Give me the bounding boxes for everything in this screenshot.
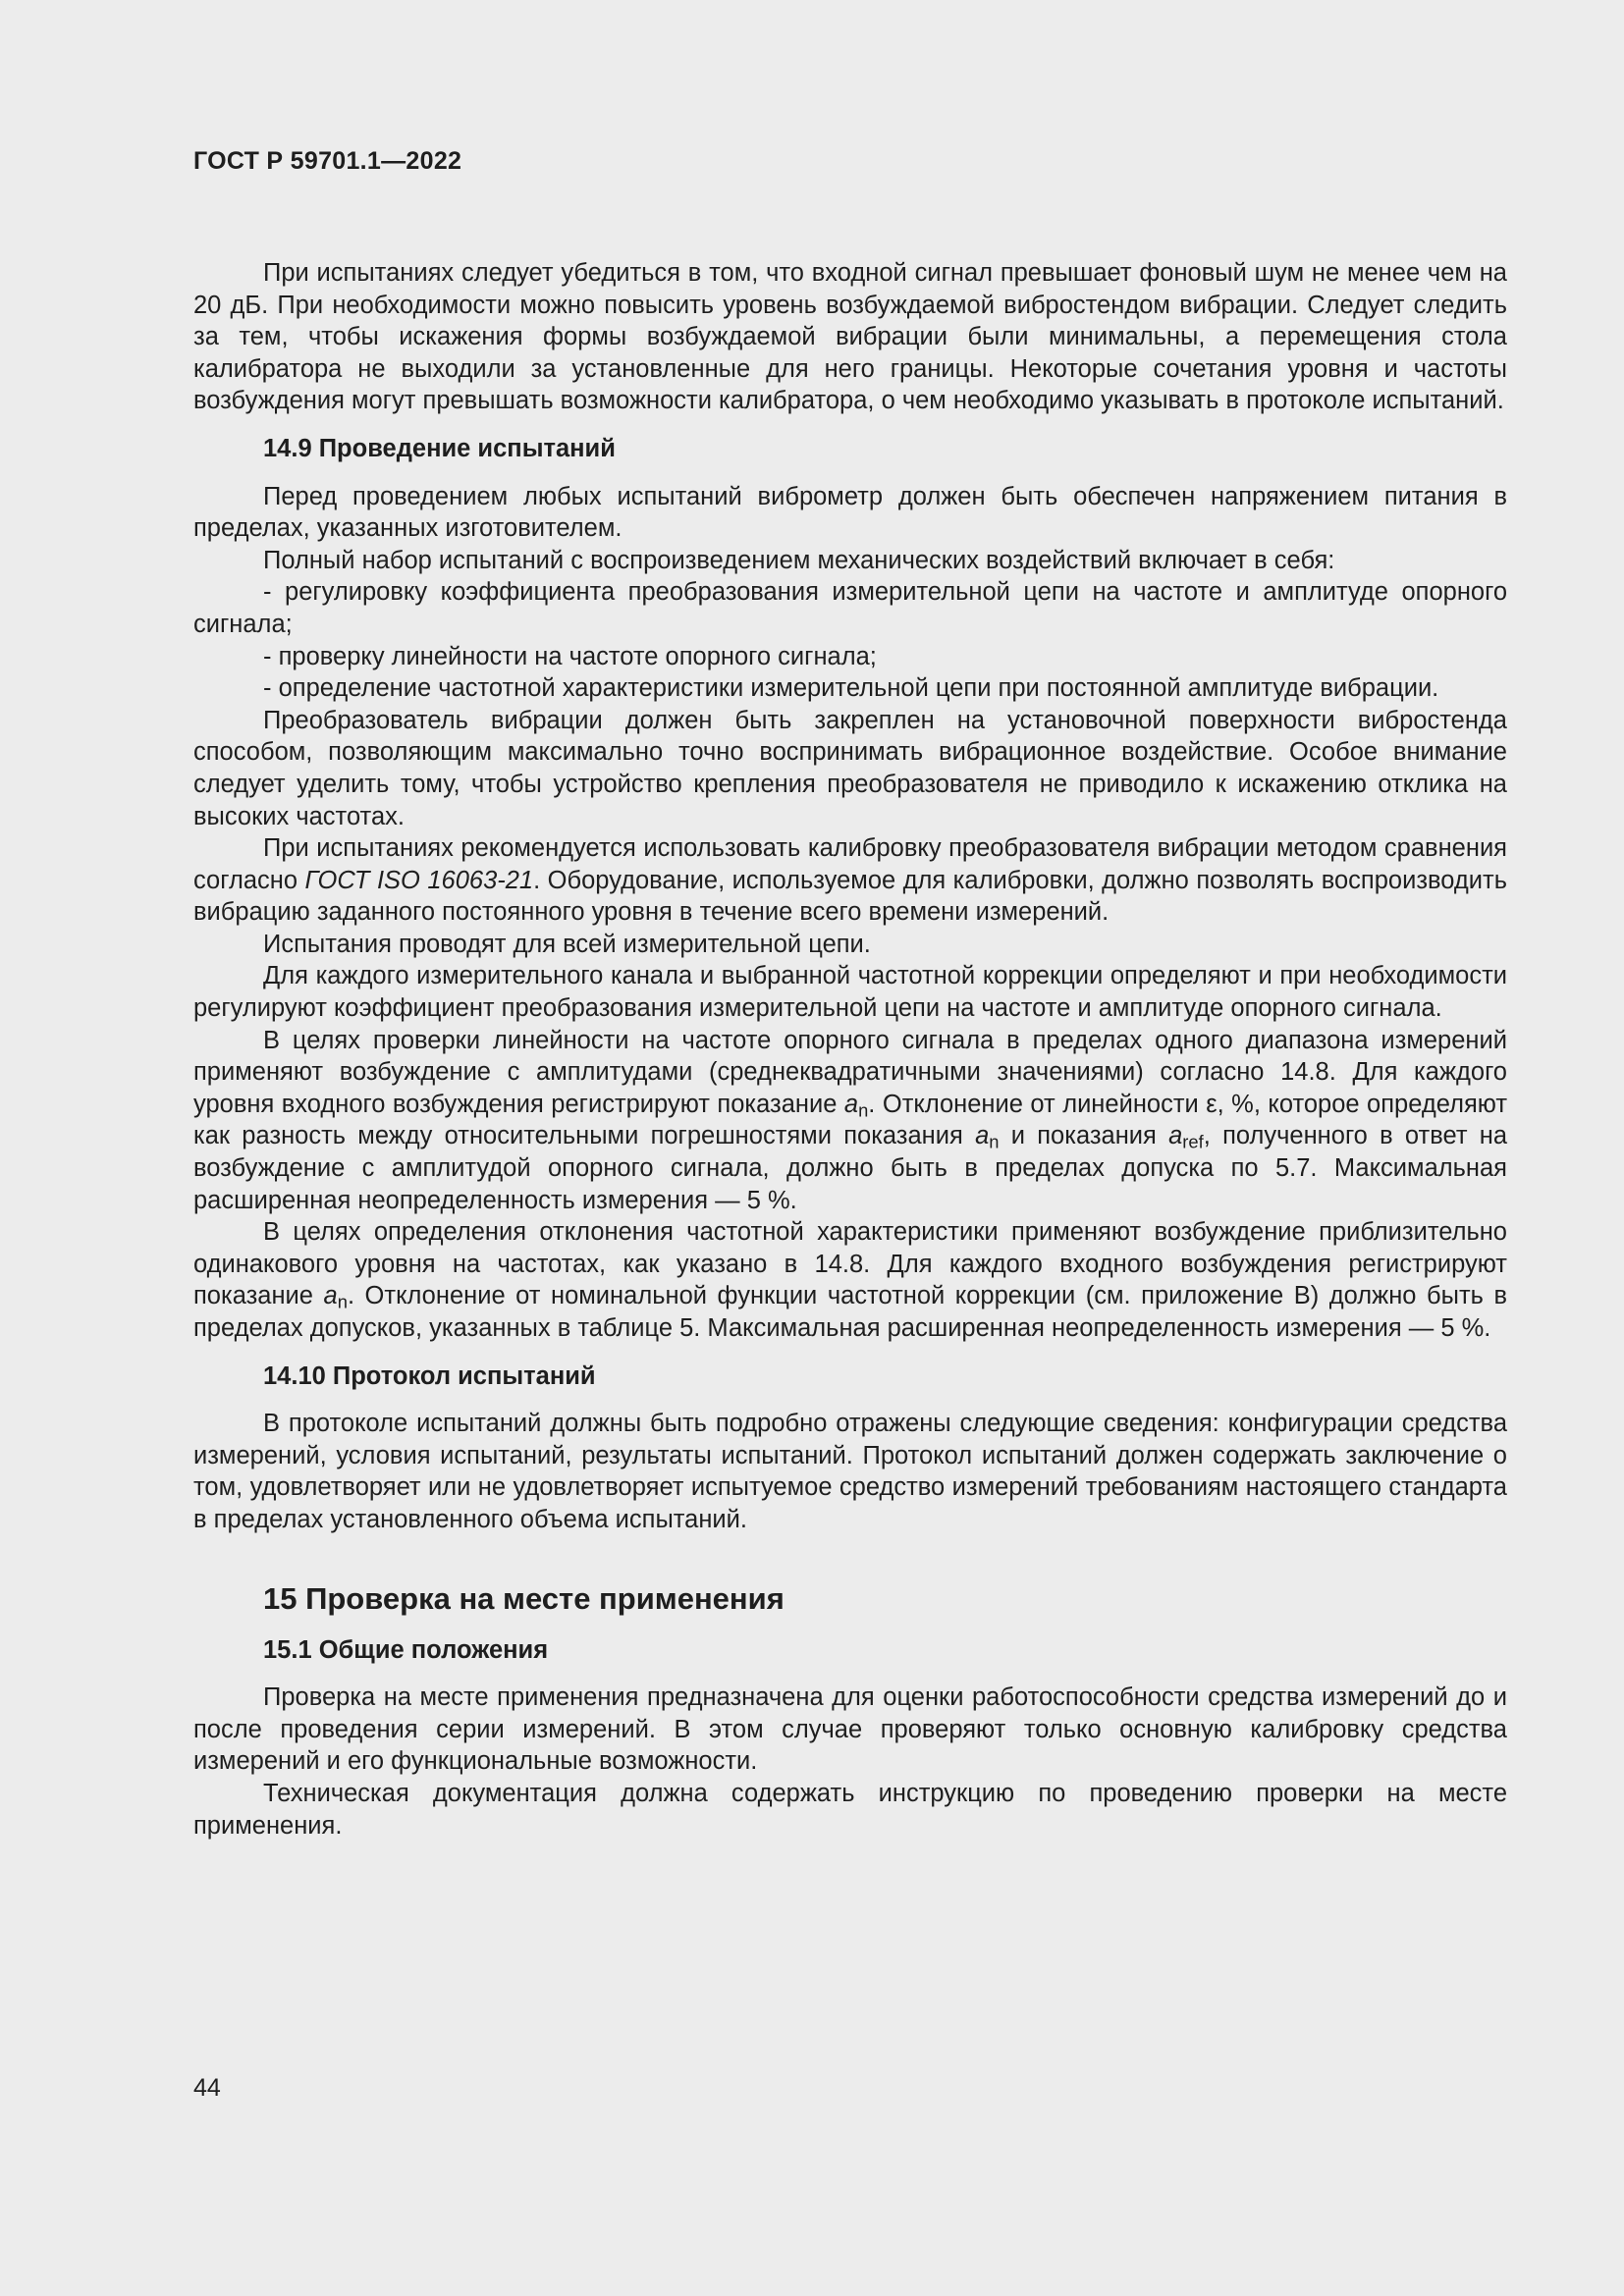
paragraph-14-9-8 [193, 1216, 1507, 1344]
symbol-a: a [975, 1122, 990, 1150]
list-item-linearity: - проверку линейности на частоте опорного сигнала; [263, 642, 877, 670]
text-fragment: . Отклонение от номинальной функции частотной коррекции (см. приложение В) должно быть в пределах допусков, указанных в таблице 5. Максимальная расширенная неопределенность измерения — 5 %. [193, 1282, 1507, 1342]
text-fragment: В целях определения отклонения частотной характеристики применяют возбуждение приблизительно одинакового уровня на частотах, как указано в 14.8. Для каждого входного возбуждения регистрируют показание [193, 1218, 1507, 1310]
paragraph-14-9-7 [193, 1025, 1507, 1217]
document-body [193, 257, 1507, 1842]
text-fragment: При испытаниях рекомендуется использовать калибровку преобразователя вибрации методом сравнения согласно [193, 834, 1507, 894]
symbol-a: a [323, 1282, 338, 1310]
section-heading-15-1: 15.1 Общие положения [263, 1635, 549, 1664]
page-number: 44 [193, 2074, 221, 2102]
paragraph-14-9-6: Для каждого измерительного канала и выбранной частотной коррекции определяют и при необходимости регулируют коэффициент преобразования измерительной цепи на частоте и амплитуде опорного сигнала. [193, 962, 1507, 1023]
subscript-n: n [858, 1099, 869, 1121]
symbol-a: a [843, 1090, 859, 1118]
list-item-frequency-response: - определение частотной характеристики измерительной цепи при постоянной амплитуде вибрации. [263, 674, 1439, 703]
text-fragment: В целях проверки линейности на частоте опорного сигнала в пределах одного диапазона измерений применяют возбуждение с амплитудами (среднеквадратичными значениями) согласно 14.8. Для каждого уровня входного возбуждения регистрируют показание [193, 1026, 1507, 1118]
paragraph-14-9-2: Полный набор испытаний с воспроизведением механических воздействий включает в себя: [263, 546, 1335, 574]
text-fragment: . Оборудование, используемое для калибровки, должно позволять воспроизводить вибрацию заданного постоянного уровня в течение всего времени измерений. [193, 866, 1507, 927]
text-fragment: и показания [999, 1122, 1169, 1150]
subscript-n: n [989, 1132, 1000, 1153]
subscript-n: n [337, 1291, 348, 1312]
text-fragment: . Отклонение от линейности ε, %, которое определяют как разность между относительными погрешностями показания [193, 1090, 1507, 1150]
paragraph-intro: При испытаниях следует убедиться в том, что входной сигнал превышает фоновый шум не менее чем на 20 дБ. При необходимости можно повысить уровень возбуждаемой вибростендом вибрации. Следует следить за тем, чтобы искажения формы возбуждаемой вибрации были минимальны, а перемещения стола калибратора не выходили за установленные для него границы. Некоторые сочетания уровня и частоты возбуждения могут превышать возможности калибратора, о чем необходимо указывать в протоколе испытаний. [193, 259, 1507, 415]
paragraph-14-9-1: Перед проведением любых испытаний виброметр должен быть обеспечен напряжением питания в пределах, указанных изготовителем. [193, 482, 1507, 543]
paragraph-14-9-4 [193, 832, 1507, 929]
paragraph-14-10: В протоколе испытаний должны быть подробно отражены следующие сведения: конфигурации средства измерений, условия испытаний, результаты испытаний. Протокол испытаний должен содержать заключение о том, удовлетворяет или не удовлетворяет испытуемое средство измерений требованиям настоящего стандарта в пределах установленного объема испытаний. [193, 1410, 1507, 1533]
standard-reference: ГОСТ ISO 16063-21 [304, 866, 534, 894]
paragraph-15-1-2: Техническая документация должна содержать инструкцию по проведению проверки на месте применения. [193, 1779, 1507, 1840]
paragraph-14-9-3: Преобразователь вибрации должен быть закреплен на установочной поверхности вибростенда способом, позволяющим максимально точно воспринимать вибрационное воздействие. Особое внимание следует уделить тому, чтобы устройство крепления преобразователя не приводило к искажению отклика на высоких частотах. [193, 706, 1507, 830]
section-heading-14-10: 14.10 Протокол испытаний [263, 1362, 596, 1390]
list-item-calibration: - регулировку коэффициента преобразования измерительной цепи на частоте и амплитуде опорного сигнала; [193, 578, 1507, 638]
paragraph-14-9-5: Испытания проводят для всей измерительной цепи. [263, 930, 871, 958]
subscript-ref: ref [1182, 1132, 1204, 1153]
symbol-a: a [1168, 1122, 1183, 1150]
text-fragment: , полученного в ответ на возбуждение с амплитудой опорного сигнала, должно быть в пределах допуска по 5.7. Максимальная расширенная неопределенность измерения — 5 %. [193, 1122, 1508, 1214]
paragraph-15-1-1: Проверка на месте применения предназначена для оценки работоспособности средства измерений до и после проведения серии измерений. В этом случае проверяют только основную калибровку средства измерений и его функциональные возможности. [193, 1683, 1507, 1776]
document-header: ГОСТ Р 59701.1—2022 [193, 147, 462, 175]
section-heading-14-9: 14.9 Проведение испытаний [263, 434, 616, 462]
chapter-heading-15: 15 Проверка на месте применения [263, 1580, 785, 1616]
